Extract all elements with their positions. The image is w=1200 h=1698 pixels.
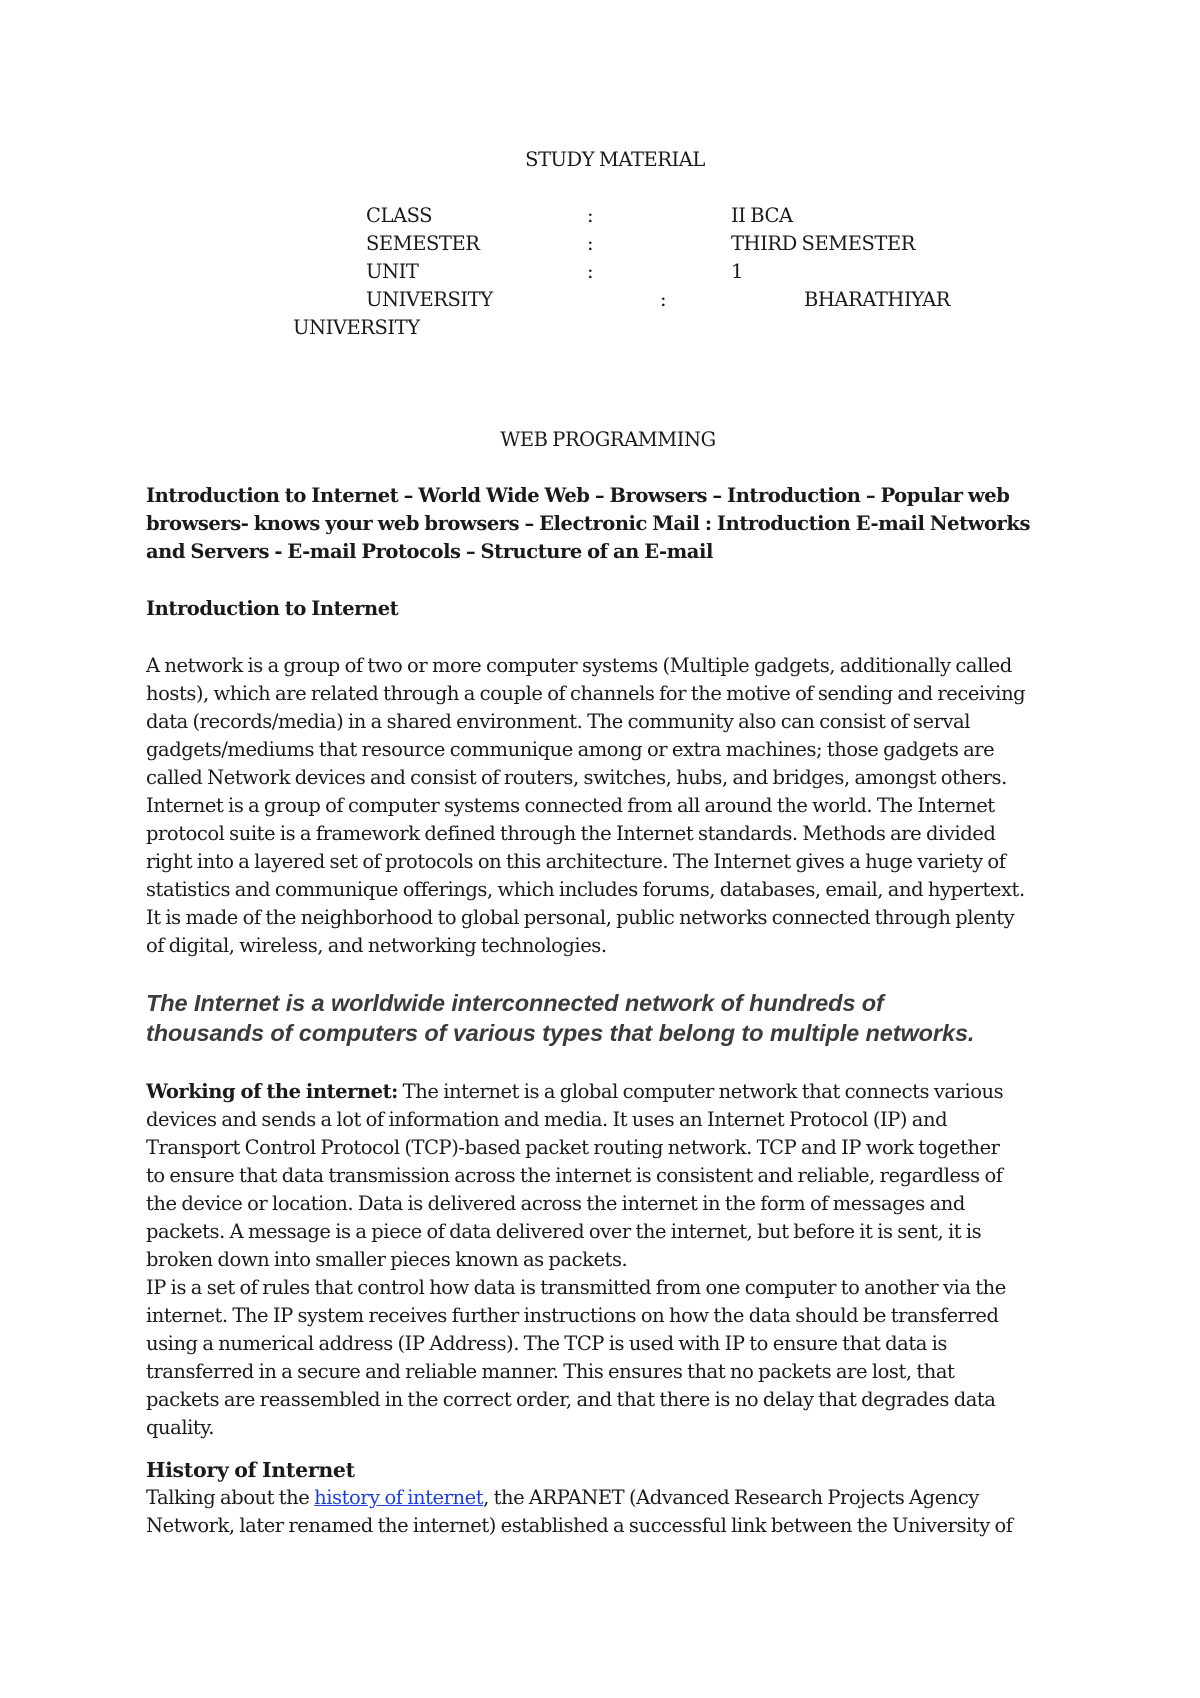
- info-separator: :: [587, 232, 594, 255]
- paragraph-line: protocol suite is a framework defined through the Internet standards. Methods are divided: [146, 822, 996, 845]
- study-material-title: STUDY MATERIAL: [525, 148, 705, 171]
- internet-definition-callout: [146, 988, 974, 1048]
- paragraph-line: using a numerical address (IP Address). The TCP is used with IP to ensure that data is: [146, 1332, 947, 1355]
- paragraph-line: hosts), which are related through a couple of channels for the motive of sending and receiving: [146, 682, 1026, 705]
- paragraph-line: Transport Control Protocol (TCP)-based packet routing network. TCP and IP work together: [146, 1136, 1000, 1159]
- working-of-internet-paragraph: [146, 1078, 1076, 1274]
- paragraph-line: broken down into smaller pieces known as packets.: [146, 1248, 628, 1271]
- info-label-university: UNIVERSITY: [366, 288, 493, 311]
- info-value-university: BHARATHIYAR: [804, 288, 951, 311]
- paragraph-line: called Network devices and consist of routers, switches, hubs, and bridges, amongst others.: [146, 766, 1007, 789]
- info-label-semester: SEMESTER: [366, 232, 480, 255]
- history-paragraph: [146, 1484, 1076, 1540]
- info-separator: :: [587, 204, 594, 227]
- paragraph-line: transferred in a secure and reliable manner. This ensures that no packets are lost, that: [146, 1360, 955, 1383]
- paragraph-line: It is made of the neighborhood to global personal, public networks connected through plenty: [146, 906, 1015, 929]
- paragraph-line: internet. The IP system receives further instructions on how the data should be transferred: [146, 1304, 999, 1327]
- info-separator: :: [660, 288, 667, 311]
- info-value-university-continued: UNIVERSITY: [293, 316, 420, 339]
- paragraph-line: Internet is a group of computer systems connected from all around the world. The Internet: [146, 794, 995, 817]
- info-row-university: [0, 286, 1200, 314]
- info-value-class: II BCA: [731, 204, 793, 227]
- course-title: WEB PROGRAMMING: [500, 428, 716, 451]
- paragraph-line: packets are reassembled in the correct order, and that there is no delay that degrades data: [146, 1388, 996, 1411]
- paragraph-line: to ensure that data transmission across the internet is consistent and reliable, regardless of: [146, 1164, 1003, 1187]
- info-row-unit: [0, 258, 1200, 286]
- topics-line: browsers- knows your web browsers – Electronic Mail : Introduction E-mail Networks: [146, 512, 1030, 535]
- paragraph-line: data (records/media) in a shared environment. The community also can consist of serval: [146, 710, 970, 733]
- info-separator: :: [587, 260, 594, 283]
- introduction-paragraph: [146, 652, 1076, 960]
- info-value-semester: THIRD SEMESTER: [731, 232, 916, 255]
- callout-line: The Internet is a worldwide interconnected network of hundreds of: [146, 990, 884, 1016]
- paragraph-line: quality.: [146, 1416, 215, 1439]
- paragraph-line: gadgets/mediums that resource communique among or extra machines; those gadgets are: [146, 738, 995, 761]
- ip-paragraph: [146, 1274, 1076, 1442]
- info-row-semester: [0, 230, 1200, 258]
- section-heading-introduction: Introduction to Internet: [146, 597, 399, 620]
- history-line-start: Talking about the: [146, 1486, 315, 1509]
- unit-topics: [146, 482, 1076, 566]
- section-heading-history: History of Internet: [146, 1458, 355, 1482]
- callout-line: thousands of computers of various types that belong to multiple networks.: [146, 1020, 975, 1046]
- history-of-internet-link[interactable]: history of internet: [314, 1486, 484, 1509]
- paragraph-line: A network is a group of two or more computer systems (Multiple gadgets, additionally called: [146, 654, 1012, 677]
- paragraph-line: packets. A message is a piece of data delivered over the internet, but before it is sent, it is: [146, 1220, 982, 1243]
- history-line-end: , the ARPANET (Advanced Research Projects Agency: [483, 1486, 979, 1509]
- paragraph-line: the device or location. Data is delivered across the internet in the form of messages and: [146, 1192, 965, 1215]
- info-row-university-continued: [0, 314, 1200, 342]
- paragraph-line: Network, later renamed the internet) established a successful link between the University of: [146, 1514, 1013, 1537]
- paragraph-line: devices and sends a lot of information and media. It uses an Internet Protocol (IP) and: [146, 1108, 948, 1131]
- info-value-unit: 1: [731, 260, 743, 283]
- info-row-class: [0, 202, 1200, 230]
- paragraph-line: of digital, wireless, and networking technologies.: [146, 934, 607, 957]
- paragraph-line: [146, 1078, 1076, 1106]
- working-first-line-text: The internet is a global computer network that connects various: [397, 1080, 1004, 1103]
- paragraph-line: [146, 1484, 1076, 1512]
- topics-line: Introduction to Internet – World Wide Web – Browsers – Introduction – Popular web: [146, 484, 1010, 507]
- paragraph-line: right into a layered set of protocols on this architecture. The Internet gives a huge variety of: [146, 850, 1006, 873]
- topics-line: and Servers - E-mail Protocols – Structure of an E-mail: [146, 540, 713, 563]
- paragraph-line: statistics and communique offerings, which includes forums, databases, email, and hypertext.: [146, 878, 1025, 901]
- info-label-unit: UNIT: [366, 260, 419, 283]
- paragraph-line: IP is a set of rules that control how data is transmitted from one computer to another via the: [146, 1276, 1006, 1299]
- working-lead: Working of the internet:: [146, 1080, 398, 1103]
- info-label-class: CLASS: [366, 204, 433, 227]
